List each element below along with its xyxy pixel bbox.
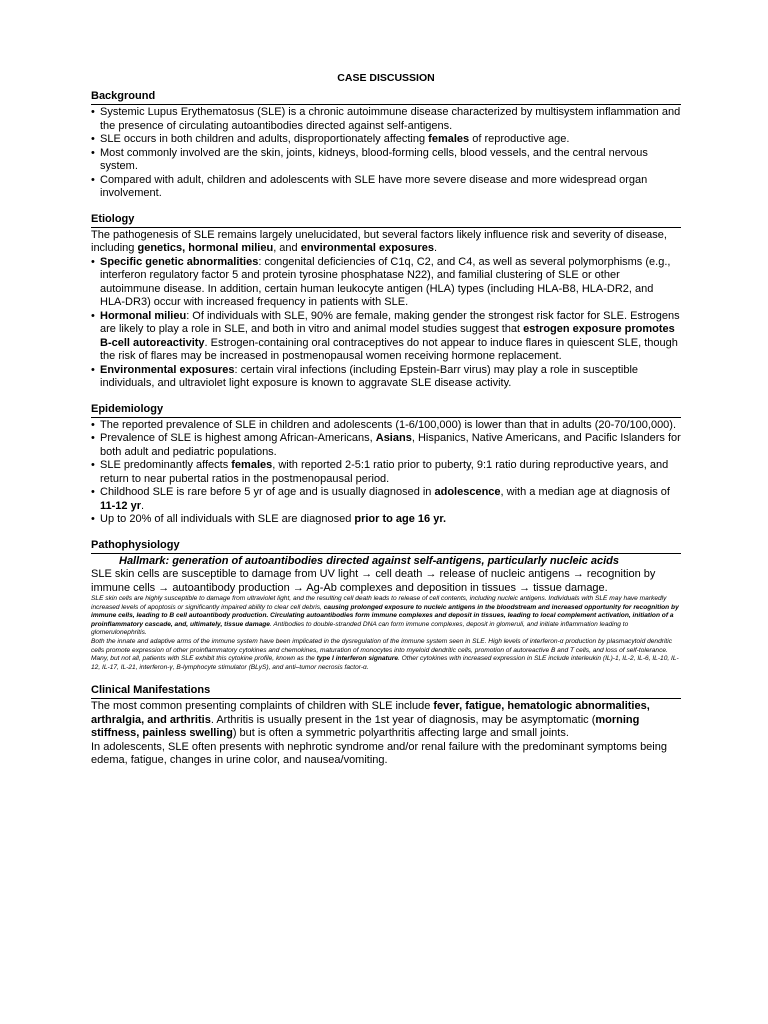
list-item: • Compared with adult, children and adolescents with SLE have more severe disease and more widespread organ involvement. — [91, 174, 681, 201]
list-item: • Childhood SLE is rare before 5 yr of age and is usually diagnosed in adolescence, with a median age at diagnosis of 11-12 yr. — [91, 486, 681, 513]
list-item: • The reported prevalence of SLE in children and adolescents (1-6/100,000) is lower than that in adults (20-70/100,000). — [91, 419, 681, 433]
arrow-right-icon: → — [361, 568, 373, 580]
list-item: • Up to 20% of all individuals with SLE are diagnosed prior to age 16 yr. — [91, 513, 681, 527]
pathophysiology-flow: SLE skin cells are susceptible to damage from UV light → cell death → release of nucleic antigens → recognition by immune cells → autoantibody production → Ag-Ab complexes and deposition in tissues → tissue damage. — [91, 568, 656, 594]
list-item: • Specific genetic abnormalities: congenital deficiencies of C1q, C2, and C4, as well as several polymorphisms (e.g., interferon regulatory factor 5 and protein tyrosine phosphatase N22), and familial clustering of SLE or other autoimmune disease. In addition, certain human leukocyte antigen (HLA) types (including HLA-B8, HLA-DR2, and HLA-DR3) occur with increased frequency in patients with SLE. — [91, 256, 681, 310]
section-heading-epidemiology: Epidemiology — [91, 403, 681, 418]
arrow-right-icon: → — [519, 581, 531, 594]
list-item: • Hormonal milieu: Of individuals with SLE, 90% are female, making gender the strongest risk factor for SLE. Estrogens are likely to play a role in SLE, and both in vitro and animal model studies suggest that estrogen exposure promotes B-cell autoreactivity. Estrogen-containing oral contraceptives do not appear to induce flares in quiescent SLE, though the risk of flares may be increased in postmenopausal women receiving hormone replacement. — [91, 310, 681, 364]
section-heading-etiology: Etiology — [91, 213, 681, 228]
section-clinical-manifestations — [91, 684, 681, 768]
list-item: • Prevalence of SLE is highest among African-Americans, Asians, Hispanics, Native Americans, and Pacific Islanders for both adult and pediatric populations. — [91, 432, 681, 459]
list-item: • Systemic Lupus Erythematosus (SLE) is a chronic autoimmune disease characterized by multisystem inflammation and the presence of circulating autoantibodies directed against self-antigens. — [91, 106, 681, 133]
pathophysiology-note-1: SLE skin cells are highly susceptible to damage from ultraviolet light, and the resulting cell death leads to release of cell contents, including nucleic antigens. Individuals with SLE may have markedly increased levels of apoptosis or significantly impaired ability to clear cell debris, causing prolonged exposure to nucleic antigens in the bloodstream and increased opportunity for recognition by immune cells, leading to B cell autoantibody production. Circulating autoantibodies form immune complexes and deposit in tissues, leading to local complement activation, initiation of a proinflammatory cascade, and, ultimately, tissue damage. Antibodies to double-stranded DNA can form immune complexes, deposit in glomeruli, and initiate inflammation leading to glomerulonephritis. — [91, 595, 679, 637]
pathophysiology-note-2: Both the innate and adaptive arms of the immune system have been implicated in the dysregulation of the immune system seen in SLE. High levels of interferon-α production by plasmacytoid dendritic cells promote expression of other proinflammatory cytokines and chemokines, maturation of monocytes into myeloid dendritic cells, promotion of autoreactive B and T cells, and loss of self-tolerance. Many, but not all, patients with SLE exhibit this cytokine profile, known as the type I interferon signature. Other cytokines with increased expression in SLE include interleukin (IL)-1, IL-2, IL-6, IL-10, IL-12, IL-17, IL-21, interferon-γ, B-lymphocyte stimulator (BLyS), and anti–tumor necrosis factor-α. — [91, 637, 679, 671]
list-item: • Environmental exposures: certain viral infections (including Epstein-Barr virus) may play a role in susceptible individuals, and ultraviolet light exposure is known to aggravate SLE disease activity. — [91, 364, 681, 391]
arrow-right-icon: → — [425, 568, 437, 580]
section-heading-pathophysiology: Pathophysiology — [91, 539, 681, 554]
clinical-paragraph-2: In adolescents, SLE often presents with nephrotic syndrome and/or renal failure with the predominant symptoms being edema, fatigue, changes in urine color, and nausea/vomiting. — [91, 740, 667, 767]
list-item: • SLE predominantly affects females, with reported 2-5:1 ratio prior to puberty, 9:1 ratio during reproductive years, and return to near pubertal ratios in the postmenopausal period. — [91, 459, 681, 486]
document-page — [91, 72, 681, 780]
section-background — [91, 90, 681, 201]
etiology-list — [91, 256, 681, 391]
section-epidemiology — [91, 403, 681, 527]
arrow-right-icon: → — [572, 568, 584, 580]
hallmark-statement: Hallmark: generation of autoantibodies directed against self-antigens, particularly nucleic acids — [119, 554, 620, 567]
background-list — [91, 106, 681, 201]
etiology-intro: The pathogenesis of SLE remains largely unelucidated, but several factors likely influence risk and severity of disease, including genetics, hormonal milieu, and environmental exposures. — [91, 228, 667, 254]
section-heading-clinical: Clinical Manifestations — [91, 684, 681, 699]
arrow-right-icon: → — [292, 581, 304, 594]
list-item: • Most commonly involved are the skin, joints, kidneys, blood-forming cells, blood vessels, and the central nervous system. — [91, 147, 681, 174]
document-title: CASE DISCUSSION — [337, 72, 435, 84]
section-etiology — [91, 213, 681, 391]
section-pathophysiology — [91, 539, 681, 673]
section-heading-background: Background — [91, 90, 681, 105]
arrow-right-icon: → — [158, 581, 170, 594]
list-item: • SLE occurs in both children and adults, disproportionately affecting females of reproductive age. — [91, 133, 681, 147]
clinical-paragraph-1: The most common presenting complaints of children with SLE include fever, fatigue, hematologic abnormalities, arthralgia, and arthritis. Arthritis is usually present in the 1st year of diagnosis, may be asymptomatic (morning stiffness, painless swelling) but is often a symmetric polyarthritis affecting large and small joints. — [91, 700, 650, 740]
epidemiology-list — [91, 419, 681, 527]
